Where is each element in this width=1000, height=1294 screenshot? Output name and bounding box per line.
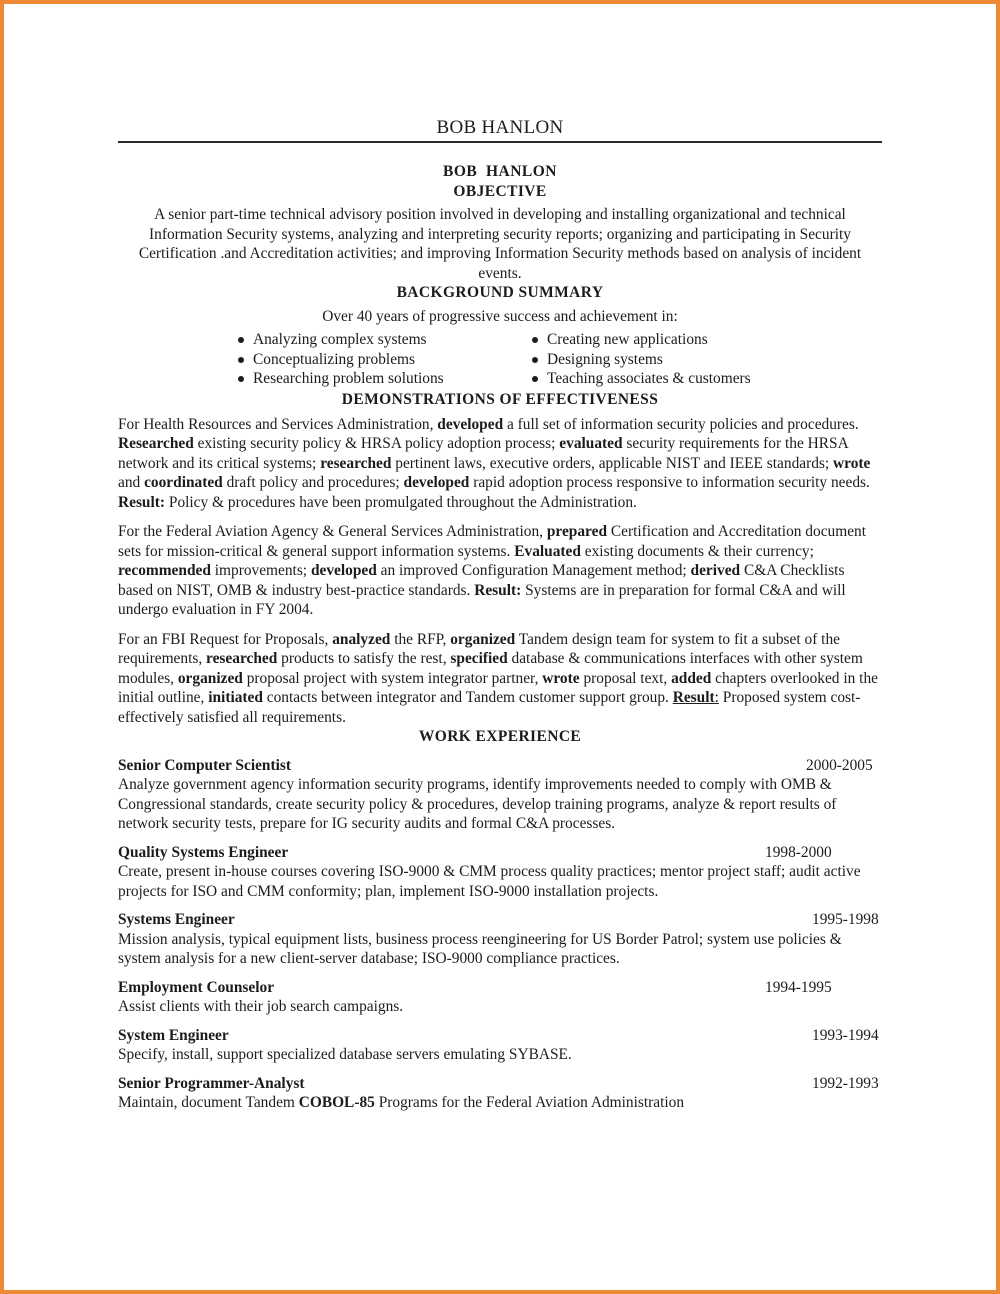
demonstration-paragraph-1: For Health Resources and Services Administration, developed a full set of information security policies and procedures. Researched existing security policy & HRSA policy adoption process; evaluated security requirements for the HRSA network and its critical systems; researched pertinent laws, executive orders, applicable NIST and IEEE standards; wrote and coordinated draft policy and procedures; developed rapid adoption process responsive to information security needs. Result: Policy & procedures have been promulgated throughout the Administration. [118, 415, 871, 511]
job-years: 1993-1994 [812, 1026, 879, 1044]
job-title: Senior Programmer-Analyst [118, 1074, 305, 1092]
demonstration-paragraph-2: For the Federal Aviation Agency & General Services Administration, prepared Certification and Accreditation document sets for mission-critical & general support information systems. Evaluated existing documents & their currency; recommended improvements; developed an improved Configuration Management method; derived C&A Checklists based on NIST, OMB & industry best-practice standards. Result: Systems are in preparation for formal C&A and will undergo evaluation in FY 2004. [118, 523, 867, 618]
background-intro: Over 40 years of progressive success and achievement in: [322, 307, 678, 325]
job-entry [118, 978, 882, 1017]
list-item: Conceptualizing problems [236, 350, 444, 370]
objective-text: A senior part-time technical advisory position involved in developing and installing organizational and technical Information Security systems, analyzing and interpreting security reports; organizing and participating in Security Certification .and Accreditation activities; and improving Information Security methods based on analysis of incident events. [138, 206, 862, 282]
job-title: Employment Counselor [118, 978, 275, 996]
job-description: Analyze government agency information security programs, identify improvements needed to comply with OMB & Congressional standards, create security policy & procedures, develop training programs, analyze & report results of network security tests, prepare for IG security audits and formal C&A processes. [118, 776, 837, 832]
job-years: 1995-1998 [812, 911, 879, 928]
bullet-list-left [236, 330, 444, 389]
job-title: Quality Systems Engineer [118, 843, 289, 861]
header-name: BOB HANLON [436, 117, 564, 138]
bullet-icon [532, 337, 538, 343]
resume-document [118, 115, 882, 1113]
bullet-icon [238, 337, 244, 343]
header-rule [118, 141, 882, 143]
job-description: Create, present in-house courses covering ISO-9000 & CMM process quality practices; mentor project staff; audit active projects for ISO and CMM conformity; plan, implement ISO-9000 installation projects. [118, 863, 861, 900]
bullet-list-right [530, 330, 751, 389]
resume-name: BOB HANLON [442, 163, 557, 180]
job-description: Mission analysis, typical equipment lists, business process reengineering for US Border Patrol; system use policies & system analysis for a new client-server database; ISO-9000 compliance practices. [118, 930, 842, 967]
job-entry [118, 910, 882, 969]
objective-heading: OBJECTIVE [453, 182, 547, 200]
job-title: System Engineer [118, 1026, 229, 1044]
job-title: Systems Engineer [118, 911, 235, 928]
job-years: 2000-2005 [806, 756, 873, 774]
job-years: 1998-2000 [765, 843, 832, 861]
job-entry [118, 843, 882, 902]
list-item: Creating new applications [530, 330, 751, 350]
job-title: Senior Computer Scientist [118, 756, 292, 774]
demonstrations-heading: DEMONSTRATIONS OF EFFECTIVENESS [341, 391, 659, 408]
bullet-icon [238, 357, 244, 363]
job-entry [118, 1026, 882, 1065]
demonstration-paragraph-3: For an FBI Request for Proposals, analyzed the RFP, organized Tandem design team for system to fit a subset of the requirements, researched products to satisfy the rest, specified database & communications interfaces with other system modules, organized proposal project with system integrator partner, wrote proposal text, added chapters overlooked in the initial outline, initiated contacts between integrator and Tandem customer support group. Result: Proposed system cost-effectively satisfied all requirements. [118, 630, 878, 726]
background-bullets [118, 330, 882, 390]
bullet-icon [238, 376, 244, 382]
job-description: Maintain, document Tandem COBOL-85 Programs for the Federal Aviation Administration [118, 1094, 685, 1111]
list-item: Designing systems [530, 350, 751, 370]
job-description: Specify, install, support specialized database servers emulating SYBASE. [118, 1046, 572, 1063]
work-experience-heading: WORK EXPERIENCE [418, 728, 582, 745]
job-description: Assist clients with their job search campaigns. [118, 998, 404, 1015]
job-years: 1992-1993 [812, 1074, 879, 1092]
job-entry [118, 756, 882, 834]
bullet-icon [532, 357, 538, 363]
list-item: Researching problem solutions [236, 369, 444, 389]
list-item: Teaching associates & customers [530, 369, 751, 389]
bullet-icon [532, 376, 538, 382]
list-item: Analyzing complex systems [236, 330, 444, 350]
background-heading: BACKGROUND SUMMARY [396, 284, 604, 301]
job-entry [118, 1074, 882, 1113]
job-years: 1994-1995 [765, 978, 832, 996]
